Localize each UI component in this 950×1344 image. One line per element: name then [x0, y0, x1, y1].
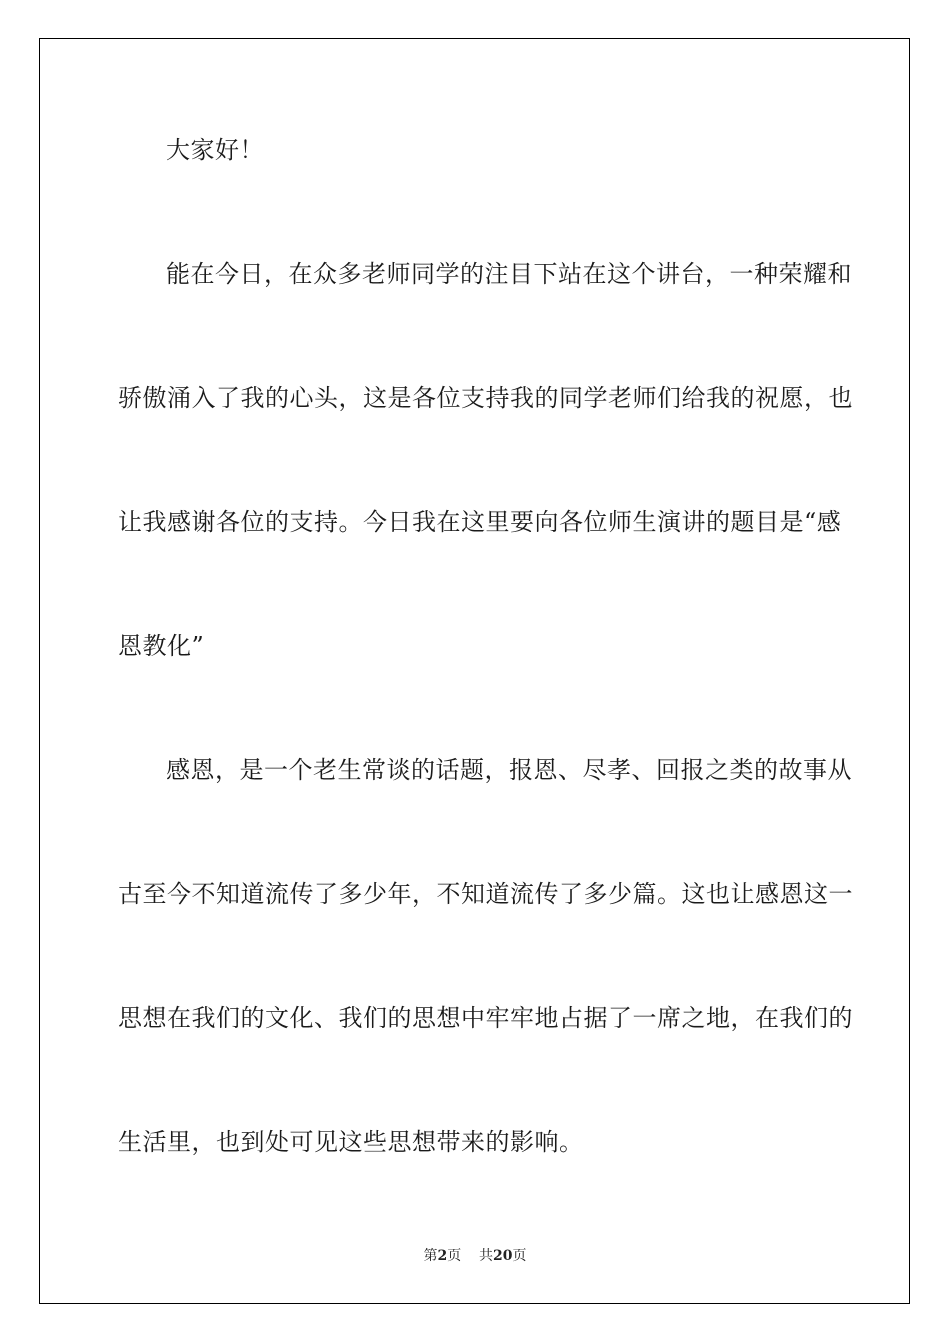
total-prefix: 共 — [479, 1248, 494, 1264]
paragraph-2-line-2: 古至今不知道流传了多少年，不知道流传了多少篇。这也让感恩这一 — [118, 880, 853, 908]
paragraph-1-line-3: 让我感谢各位的支持。今日我在这里要向各位师生演讲的题目是“感 — [118, 508, 842, 536]
page-prefix: 第 — [423, 1248, 438, 1264]
page-footer — [0, 1246, 950, 1266]
page-suffix: 页 — [447, 1248, 462, 1264]
greeting-line: 大家好！ — [166, 136, 264, 164]
paragraph-2-line-3: 思想在我们的文化、我们的思想中牢牢地占据了一席之地，在我们的 — [118, 1004, 853, 1032]
paragraph-2-line-1: 感恩，是一个老生常谈的话题，报恩、尽孝、回报之类的故事从 — [166, 756, 852, 784]
paragraph-1-line-1: 能在今日，在众多老师同学的注目下站在这个讲台，一种荣耀和 — [166, 260, 852, 288]
paragraph-1-line-4: 恩教化” — [118, 632, 205, 660]
paragraph-1-line-2: 骄傲涌入了我的心头，这是各位支持我的同学老师们给我的祝愿，也 — [118, 384, 853, 412]
paragraph-2-line-4: 生活里，也到处可见这些思想带来的影响。 — [118, 1128, 584, 1156]
page-number: 2 — [437, 1248, 448, 1264]
total-pages: 20 — [493, 1248, 513, 1264]
total-suffix: 页 — [512, 1248, 527, 1264]
page-border — [39, 38, 910, 1304]
